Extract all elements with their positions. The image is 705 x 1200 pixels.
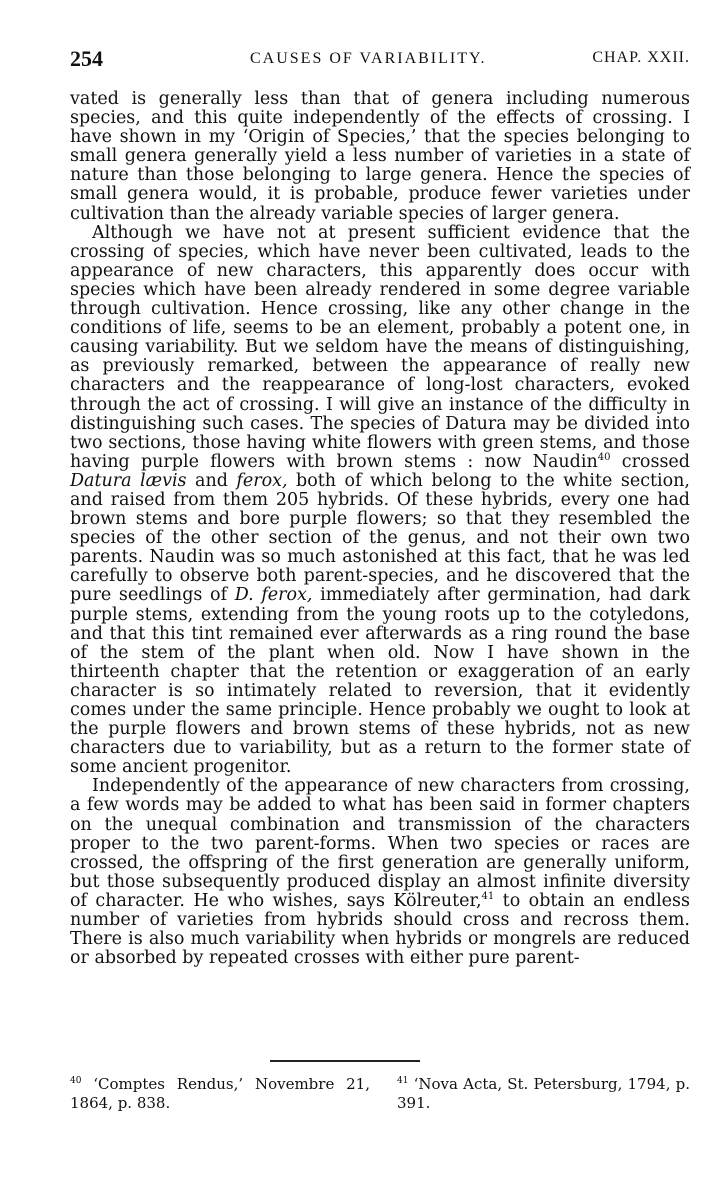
text-run: both of which belong to the white section, and raised from them 205 hybrids. Of these hybrids, every one had brown stems and bore purple flowers; so that they resembled the species of the other section of the genus, and not their own two parents. Naudin was so much astonished at this fact, that he was led carefully to observe both parent-species, and he discovered that the pure seedlings of bbox=[70, 470, 690, 606]
page-header bbox=[70, 46, 690, 76]
footnote-40 bbox=[70, 1075, 370, 1113]
running-title: CAUSES OF VARIABILITY. bbox=[250, 50, 487, 67]
italic-text: Datura lævis bbox=[70, 470, 187, 491]
paragraph bbox=[70, 90, 690, 224]
footnote-divider bbox=[270, 1060, 420, 1062]
footnote-mark: 40 bbox=[70, 1076, 82, 1086]
text-run: and bbox=[186, 470, 237, 491]
text-run: vated is generally less than that of genera including numerous species, and this quite independently of the effects of crossing. I have shown in my ‘Origin of Species,’ that the species belonging to small genera generally yield a less number of varieties in a state of nature than those belonging to large genera. Hence the species of small genera would, it is probable, produce fewer varieties under cultivation than the already variable species of larger genera. bbox=[70, 89, 690, 224]
text-run: to obtain an endless number of varieties from hybrids should cross and recross them. There is also much variability when hybrids or mongrels are reduced or absorbed by repeated crosses with either pure parent- bbox=[70, 890, 690, 969]
footnote-mark: 41 bbox=[397, 1076, 409, 1086]
text-run: Although we have not at present sufficient evidence that the crossing of species, which have never been cultivated, leads to the appearance of new characters, this apparently does occur with species which have been already rendered in some degree variable through cultivation. Hence crossing, like any other change in the conditions of life, seems to be an element, probably a potent one, in causing variability. But we seldom have the means of distinguishing, as previously remarked, between the appearance of really new characters and the reappearance of long-lost characters, evoked through the act of crossing. I will give an instance of the difficulty in distinguishing such cases. The species of Datura may be divided into two sections, those having white flowers with green stems, and those having purple flowers with brown stems : now Naudin bbox=[70, 222, 690, 472]
footnote-41 bbox=[397, 1075, 690, 1113]
text-run: crossed bbox=[610, 451, 690, 472]
paragraph bbox=[70, 777, 690, 968]
text-run: Independently of the appearance of new characters from crossing, a few words may be added to what has been said in former chapters on the unequal combination and transmission of the characters proper to the two parent-forms. When two species or races are crossed, the offspring of the first generation are generally uniform, but those subsequently produced display an almost infinite diversity of character. He who wishes, says Kölreuter, bbox=[70, 776, 690, 911]
italic-text: ferox, bbox=[236, 470, 288, 491]
italic-text: D. ferox, bbox=[234, 585, 313, 606]
footnote-ref: 40 bbox=[597, 451, 611, 463]
footnote-ref: 41 bbox=[481, 891, 495, 903]
footnote-text: ‘Comptes Rendus,’ Novembre 21, 1864, p. 838. bbox=[70, 1075, 370, 1112]
text-run: immediately after germination, had dark purple stems, extending from the young roots up to the cotyledons, and that this tint remained ever afterwards as a ring round the base of the stem of the plant when old. Now I have shown in the thirteenth chapter that the retention or exaggeration of an early character is so intimately related to reversion, that it evidently comes under the same principle. Hence probably we ought to look at the purple flowers and brown stems of these hybrids, not as new characters due to variability, but as a return to the former state of some ancient progenitor. bbox=[70, 585, 690, 778]
footnote-text: ‘Nova Acta, St. Petersburg, 1794, p. 391. bbox=[397, 1075, 690, 1112]
page-number: 254 bbox=[70, 46, 103, 71]
body-text bbox=[70, 90, 690, 968]
chapter-label: CHAP. XXII. bbox=[592, 49, 690, 66]
paragraph bbox=[70, 224, 690, 778]
